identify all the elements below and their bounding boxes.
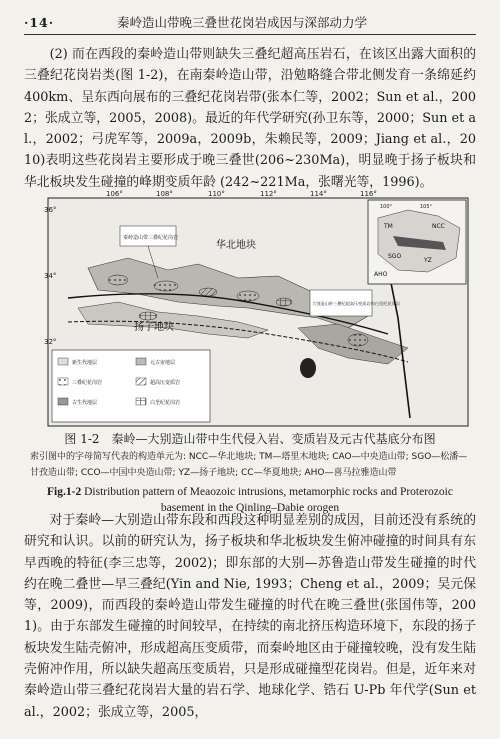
- geologic-map: [44, 190, 468, 426]
- lon-label: 108°: [156, 190, 173, 198]
- lon-label: 106°: [106, 190, 123, 198]
- lon-label: 116°: [360, 190, 377, 198]
- lat-label: 36°: [44, 206, 57, 214]
- lon-label: 114°: [310, 190, 327, 198]
- legend-item: 古生代地层: [72, 400, 98, 406]
- lat-label: 34°: [44, 272, 57, 280]
- paragraph-1: (2) 而在西段的秦岭造山带则缺失三叠纪超高压岩石，在该区出露大面积的三叠纪花岗岩类(图 1-2)，在南秦岭造山带，沿勉略缝合带北侧发育一条绵延约400km、呈东西向展布的三叠纪花岗岩带(张本仁等，2002；Sun et al.，2002；张成立等，2005，2008)。最近的年代学研究(孙卫东等，2000；Sun et al.，2002；弓虎军等，2009a，2009b，朱赖民等，2009；Jiang et al.，2010)表明这些花岗岩主要形成于晚三叠世(206~230Ma)，明显晚于扬子板块和华北板块发生碰撞的峰期变质年龄 (242~221Ma，张曙光等，1996)。: [24, 47, 476, 190]
- running-title: 秦岭造山带晚三叠世花岗岩成因与深部动力学: [117, 15, 368, 30]
- inset-label: NCC: [432, 223, 445, 230]
- figure-abbreviations: 索引图中的字母简写代表的构造单元为: NCC—华北地块; TM—塔里木地块; CAO—中央造山带; SGO—松潘—甘孜造山带; CCO—中国中央造山带; YZ—扬子地块; CC—华夏地块; AHO—喜马拉雅造山带: [30, 452, 468, 478]
- label-yangtze: 扬子地块: [134, 322, 174, 333]
- map-legend: [52, 350, 210, 422]
- lat-label: 32°: [44, 338, 57, 346]
- note-dabie: 大别造山带三叠纪超高压变质岩和白垩纪花岗岩: [312, 301, 400, 306]
- paragraph-2: 对于秦岭—大别造山带东段和西段这种明显差别的成因，目前还没有系统的研究和认识。以前的研究认为，扬子板块和华北板块发生俯冲碰撞的时间具有东早西晚的特征(李三忠等，2002)；即东部的大别—苏鲁造山带发生碰撞的时代约在晚二叠世—早三叠纪(Yin and Nie, 1993；Cheng et al.，2009；吴元保等，2009)，而西段的秦岭造山带发生碰撞的时代在晚三叠世(张国伟等，2001)。由于东部发生碰撞的时间较早，在持续的南北挤压构造环境下，东段的扬子板块发生陆壳俯冲，形成超高压变质带，而秦岭地区由于碰撞较晚，没有发生陆壳俯冲作用，所以缺失超高压变质岩，只是形成碰撞型花岗岩。但是，近年来对秦岭造山带三叠纪花岗岩大量的岩石学、地球化学、锆石 U-Pb 年代学(Sun et al.，2002；张成立等，2005，: [24, 513, 476, 720]
- inset-lon-label: 105°: [420, 204, 433, 210]
- lon-label: 110°: [208, 190, 225, 198]
- running-header: [24, 10, 476, 35]
- legend-item: 元古宙地层: [150, 360, 176, 366]
- inset-label: TM: [384, 223, 393, 230]
- lon-label: 112°: [260, 190, 277, 198]
- figure-caption-en-text: Distribution pattern of Meaozoic intrusions, metamorphic rocks and Proterozoic basement in the Qinling–Dabie orogen: [84, 486, 453, 514]
- inset-label: YZ: [424, 257, 432, 264]
- inset-map: [368, 200, 466, 284]
- legend-item: 新生代地层: [72, 360, 98, 366]
- geologic-map-figure: [44, 190, 468, 426]
- inset-lon-label: 100°: [380, 204, 393, 210]
- inset-label: SGO: [388, 253, 402, 260]
- label-north-china: 华北地块: [216, 240, 256, 251]
- inset-label: AHO: [374, 271, 388, 278]
- note-qinling: 秦岭造山带三叠纪花岗岩: [123, 235, 179, 241]
- figure-number: Fig.1-2: [47, 486, 82, 498]
- page-number: ·14·: [24, 14, 55, 30]
- legend-item: 三叠纪花岗岩: [72, 380, 103, 386]
- legend-item: 超高压变质岩: [150, 380, 181, 386]
- legend-item: 白垩纪花岗岩: [150, 400, 181, 406]
- figure-caption-cn: 图 1-2 秦岭—大别造山带中生代侵入岩、变质岩及元古代基底分布图: [64, 432, 436, 446]
